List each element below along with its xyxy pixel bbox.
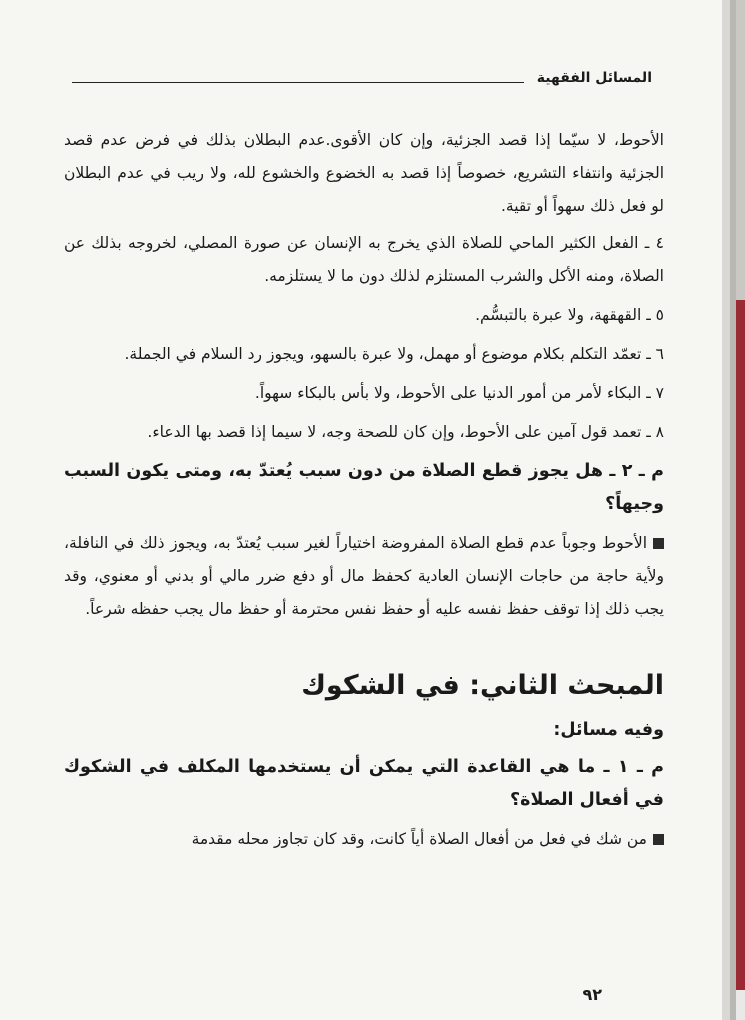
square-bullet-icon xyxy=(653,538,664,549)
item-5: ٥ ـ القهقهة، ولا عبرة بالتبسُّم. xyxy=(475,306,664,324)
page-content xyxy=(64,124,664,862)
page-edge xyxy=(722,0,730,1020)
section-subtitle: وفيه مسائل: xyxy=(553,720,664,740)
header-rule xyxy=(72,82,524,83)
book-cover-edge xyxy=(736,300,745,990)
question-2: م ـ ٢ ـ هل يجوز قطع الصلاة من دون سبب يُعتدّ به، ومتى يكون السبب وجيهاً؟ xyxy=(64,461,664,514)
item-7: ٧ ـ البكاء لأمر من أمور الدنيا على الأحوط، ولا بأس بالبكاء سهواً. xyxy=(254,384,664,402)
answer-1-text: من شك في فعل من أفعال الصلاة أياً كانت، وقد كان تجاوز محله مقدمة xyxy=(191,830,647,848)
answer-2-text: الأحوط وجوباً عدم قطع الصلاة المفروضة اختياراً لغير سبب يُعتدّ به، ويجوز ذلك في النافلة، ولأية حاجة من حاجات الإنسان العادية كحفظ مال أو دفع ضرر مالي أو بدني أو معنوي، وقد يجب ذلك إذا توقف حفظ نفسه عليه أو حفظ نفس محترمة أو حفظ مال يجب حفظه شرعاً. xyxy=(64,534,664,618)
running-header xyxy=(72,70,652,92)
running-header-title: المسائل الفقهية xyxy=(536,70,652,86)
page-number: ٩٢ xyxy=(582,985,602,1004)
paragraph-continued: الأحوط، لا سيّما إذا قصد الجزئية، وإن كان الأقوى.عدم البطلان بذلك في فرض عدم قصد الجزئية وانتفاء التشريع، خصوصاً إذا قصد به الخضوع والخشوع لله، ولا ريب في عدم البطلان لو فعل ذلك سهواً أو تقية. xyxy=(64,131,664,215)
book-spine-top xyxy=(736,0,745,300)
answer-1 xyxy=(64,823,664,856)
section-title: المبحث الثاني: في الشكوك xyxy=(301,670,664,701)
item-6: ٦ ـ تعمّد التكلم بكلام موضوع أو مهمل، ولا عبرة بالسهو، ويجوز رد السلام في الجملة. xyxy=(124,345,664,363)
answer-2 xyxy=(64,527,664,626)
item-8: ٨ ـ تعمد قول آمين على الأحوط، وإن كان للصحة وجه، لا سيما إذا قصد بها الدعاء. xyxy=(147,423,664,441)
square-bullet-icon xyxy=(653,834,664,845)
question-1: م ـ ١ ـ ما هي القاعدة التي يمكن أن يستخدمها المكلف في الشكوك في أفعال الصلاة؟ xyxy=(64,757,664,810)
item-4: ٤ ـ الفعل الكثير الماحي للصلاة الذي يخرج به الإنسان عن صورة المصلي، لخروجه بذلك عن الصلاة، ومنه الأكل والشرب المستلزم لذلك دون ما لا يستلزمه. xyxy=(64,234,664,285)
